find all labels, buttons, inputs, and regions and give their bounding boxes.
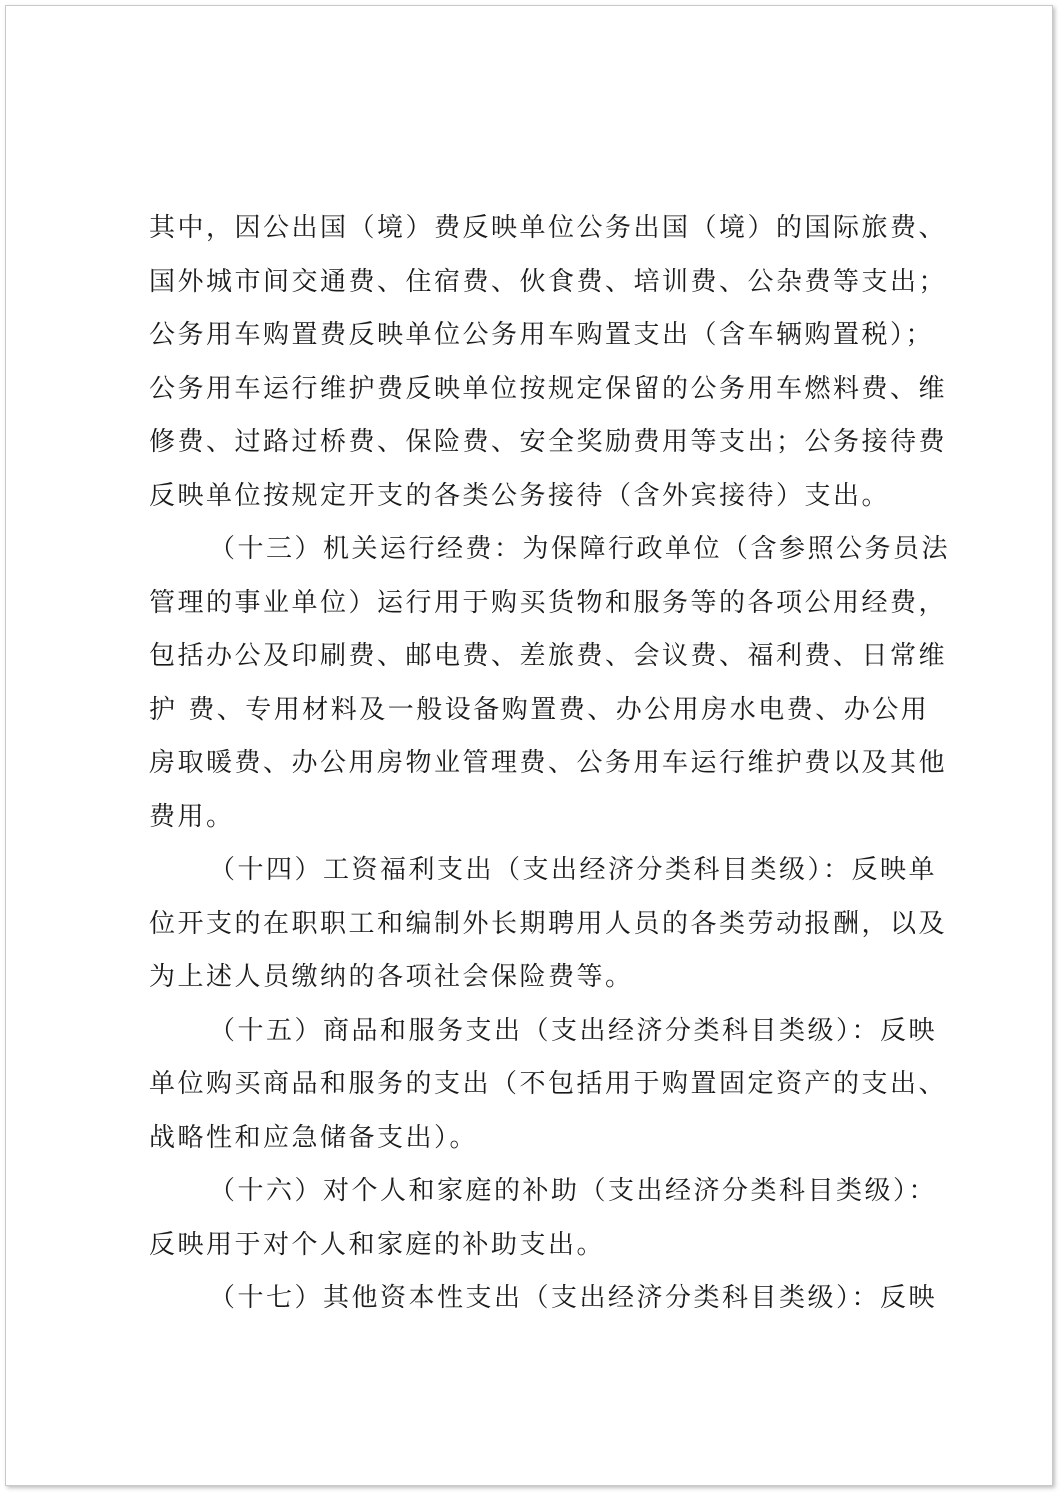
text-line: 为上述人员缴纳的各项社会保险费等。	[149, 962, 634, 992]
text-line: （十三）机关运行经费：为保障行政单位（含参照公务员法	[209, 534, 951, 564]
paragraph-overseas-vehicle-reception	[149, 202, 948, 523]
paragraph-item-13	[149, 523, 951, 844]
paragraph-item-17	[149, 1272, 938, 1326]
text-line: （十六）对个人和家庭的补助（支出经济分类科目类级）：	[209, 1176, 938, 1206]
paragraph-item-14	[149, 844, 948, 1005]
text-line: 管理的事业单位）运行用于购买货物和服务等的各项公用经费，	[149, 587, 948, 618]
text-line: 公务用车购置费反映单位公务用车购置支出（含车辆购置税）；	[149, 320, 935, 350]
text-line: 单位购买商品和服务的支出（不包括用于购置固定资产的支出、	[149, 1069, 948, 1099]
paragraph-item-16	[149, 1165, 938, 1272]
text-line: 公务用车运行维护费反映单位按规定保留的公务用车燃料费、维	[149, 373, 948, 404]
text-line: 其中，因公出国（境）费反映单位公务出国（境）的国际旅费、	[149, 213, 948, 243]
document-body	[149, 202, 951, 1326]
paragraph-item-15	[149, 1005, 948, 1166]
text-line: 反映用于对个人和家庭的补助支出。	[149, 1229, 606, 1260]
text-line: 修费、过路过桥费、保险费、安全奖励费用等支出；公务接待费	[149, 427, 948, 457]
text-line: 包括办公及印刷费、邮电费、差旅费、会议费、福利费、日常维	[149, 641, 948, 671]
text-line: （十五）商品和服务支出（支出经济分类科目类级）：反映	[209, 1015, 938, 1046]
text-line: 国外城市间交通费、住宿费、伙食费、培训费、公杂费等支出；	[149, 266, 948, 297]
document-page	[5, 5, 1053, 1486]
text-line: （十七）其他资本性支出（支出经济分类科目类级）：反映	[209, 1283, 938, 1313]
text-line: （十四）工资福利支出（支出经济分类科目类级）：反映单	[209, 855, 938, 885]
text-line: 反映单位按规定开支的各类公务接待（含外宾接待）支出。	[149, 480, 891, 511]
text-line: 战略性和应急储备支出）。	[149, 1122, 479, 1153]
text-line: 房取暖费、办公用房物业管理费、公务用车运行维护费以及其他	[149, 748, 948, 778]
text-line: 位开支的在职职工和编制外长期聘用人员的各类劳动报酬，以及	[149, 908, 948, 939]
text-line: 护 费、专用材料及一般设备购置费、办公用房水电费、办公用	[149, 694, 930, 725]
text-line: 费用。	[149, 801, 235, 832]
